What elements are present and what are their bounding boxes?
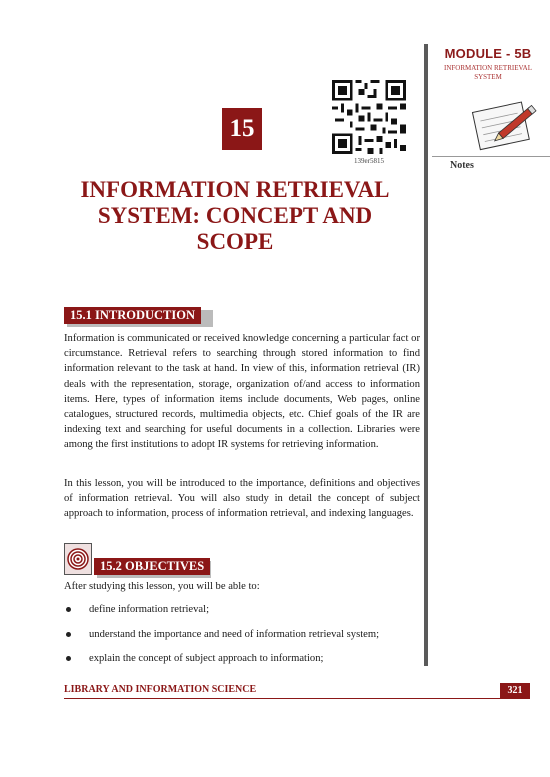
bullet-icon [66, 656, 71, 661]
objective-text: understand the importance and need of information retrieval system; [89, 629, 380, 640]
qr-code [332, 80, 406, 154]
notepad-pencil-icon [468, 96, 542, 152]
module-subtitle: INFORMATION RETRIEVAL SYSTEM [444, 64, 532, 81]
notes-rule [432, 156, 550, 157]
objective-text: explain the concept of subject approach to information; [89, 653, 324, 664]
margin-divider [424, 44, 428, 666]
footer-rule [64, 698, 530, 699]
chapter-title [40, 177, 430, 255]
intro-paragraph: Information is communicated or received knowledge concerning a particular fact or circumstance. Retrieval refers to searching through stored information to find information relevant to the task at hand. In view of this, information retrieval (IR) deals with the representation, storage, organization of/and access to information items. Here, types of information items include documents, Web pages, online catalogues, structured records, multimedia objects, etc. Chief goals of the IR are indexing text and searching for useful documents in a collection. Libraries were among the first institutions to adopt IR systems for retrieving information. [64, 333, 420, 451]
intro-paragraph: In this lesson, you will be introduced to the importance, definitions and objectives of information retrieval. You will also study in detail the concept of subject approach to information, process of information retrieval, and indexing languages. [64, 478, 420, 520]
footer-text: LIBRARY AND INFORMATION SCIENCE [64, 684, 257, 695]
page-number: 321 [500, 683, 530, 699]
chapter-title-line: SCOPE [196, 229, 274, 254]
section-heading-objectives: 15.2 OBJECTIVES [94, 558, 210, 575]
target-icon [64, 543, 92, 575]
chapter-number: 15 [222, 108, 262, 150]
objective-text: define information retrieval; [89, 604, 210, 615]
module-label: MODULE - 5B [444, 46, 532, 61]
chapter-title-line: SYSTEM: CONCEPT AND [97, 203, 373, 228]
qr-caption: 139er5815 [354, 157, 384, 165]
notes-label: Notes [450, 160, 474, 171]
chapter-title-line: INFORMATION RETRIEVAL [80, 177, 390, 202]
bullet-icon [66, 607, 71, 612]
objectives-lead: After studying this lesson, you will be able to: [64, 581, 260, 592]
bullet-icon [66, 632, 71, 637]
section-heading-introduction: 15.1 INTRODUCTION [64, 307, 201, 324]
